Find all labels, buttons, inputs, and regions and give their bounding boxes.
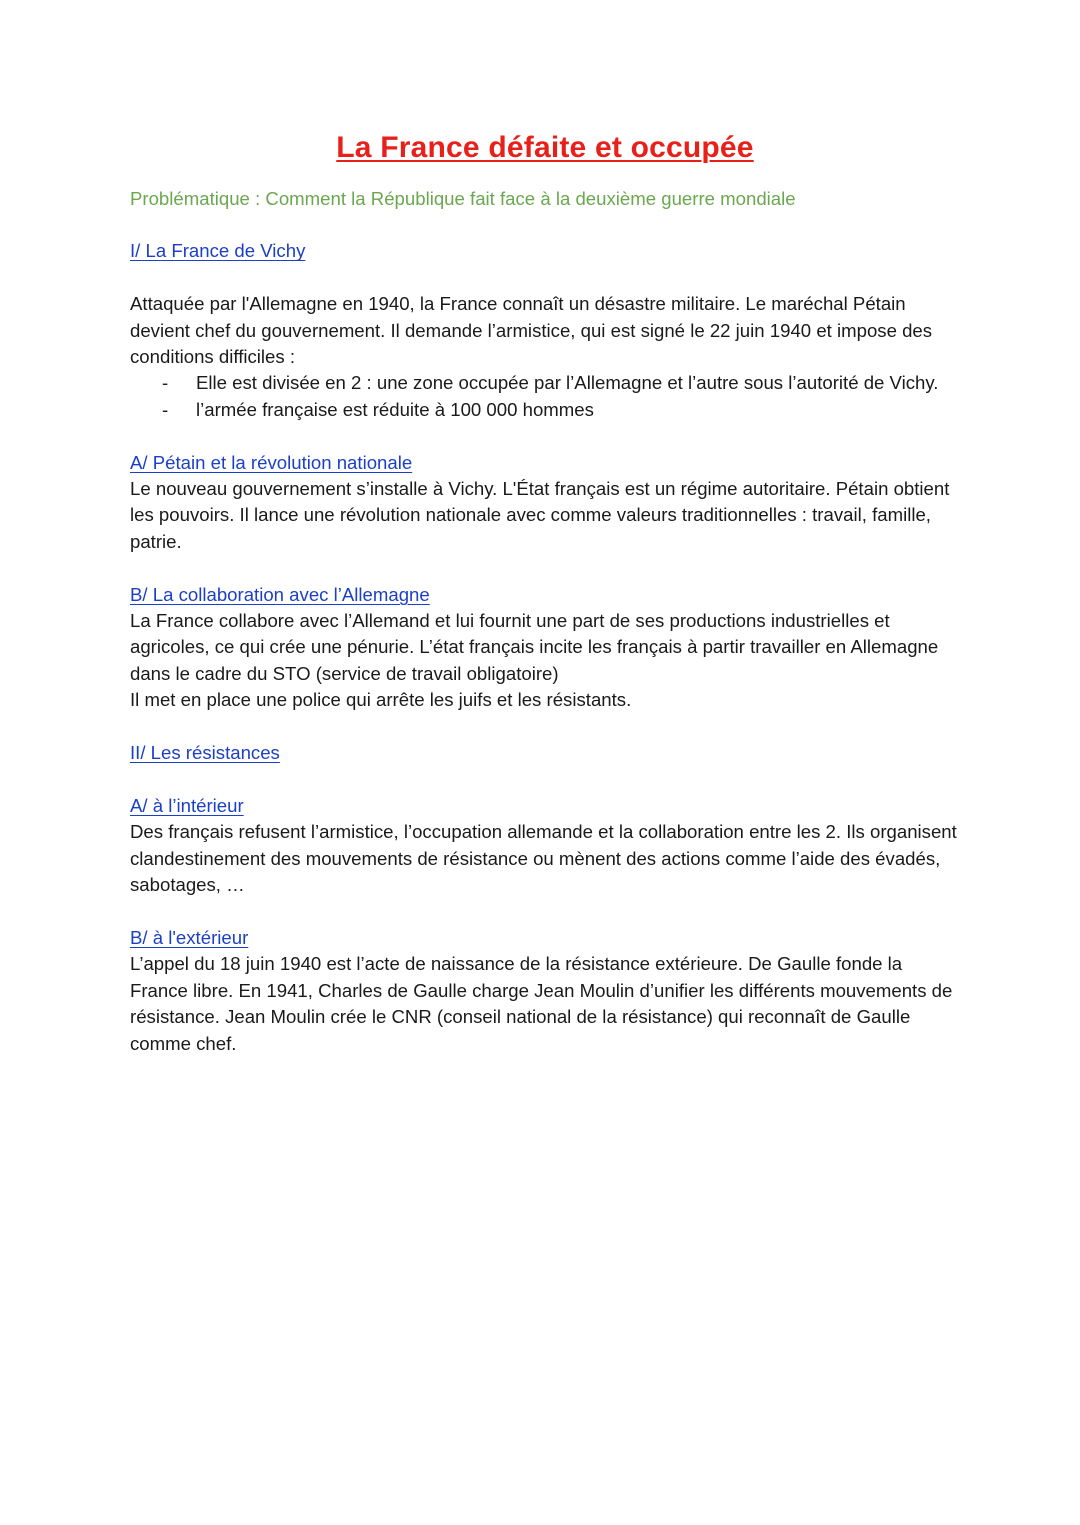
spacer [130, 714, 960, 740]
spacer [130, 555, 960, 581]
spacer [130, 898, 960, 924]
list-item [130, 397, 960, 423]
section-heading-resistances[interactable]: II/ Les résistances [130, 742, 280, 764]
subsection-interieur-text: Des français refusent l’armistice, l’occupation allemande et la collaboration entre les 2. Ils organisent clandestinement des mouvements de résistance ou mènent des actions comme l’aide des évadés, sabotages, … [130, 821, 957, 896]
list-item [130, 370, 960, 396]
subheading-interieur[interactable]: A/ à l’intérieur [130, 794, 244, 816]
problematique-text: Problématique : Comment la République fait face à la deuxième guerre mondiale [130, 188, 796, 209]
subheading-exterieur[interactable]: B/ à l'extérieur [130, 926, 249, 948]
spacer [130, 423, 960, 449]
document-page [130, 128, 960, 1057]
spacer [130, 265, 960, 291]
section-heading-vichy[interactable]: I/ La France de Vichy [130, 240, 306, 262]
subsection-collaboration-text: La France collabore avec l’Allemand et lui fournit une part de ses productions industrielles et agricoles, ce qui crée une pénurie. L’état français incite les français à partir travailler en Allemagne dans le cadre du STO (service de travail obligatoire) [130, 610, 939, 684]
subsection-exterieur-text: L’appel du 18 juin 1940 est l’acte de naissance de la résistance extérieure. De Gaulle fonde la France libre. En 1941, Charles de Gaulle charge Jean Moulin d’unifier les différents mouvements de résistance. Jean Moulin crée le CNR (conseil national de la résistance) qui reconnaît de Gaulle comme chef. [130, 953, 953, 1054]
list-item-text: Elle est divisée en 2 : une zone occupée par l’Allemagne et l’autre sous l’autorité de Vichy. [196, 372, 939, 394]
subsection-collaboration-text-2: Il met en place une police qui arrête les juifs et les résistants. [130, 689, 632, 711]
spacer [130, 766, 960, 792]
dash-bullet-icon: - [162, 398, 169, 420]
list-item-text: l’armée française est réduite à 100 000 hommes [196, 398, 594, 420]
dash-bullet-icon: - [162, 372, 169, 394]
section-vichy-intro: Attaquée par l'Allemagne en 1940, la France connaît un désastre militaire. Le maréchal Pétain devient chef du gouvernement. Il demande l’armistice, qui est signé le 22 juin 1940 et impose des conditions difficiles : [130, 293, 933, 368]
subheading-petain[interactable]: A/ Pétain et la révolution nationale [130, 451, 413, 473]
section-vichy [130, 238, 960, 740]
conditions-list [130, 370, 960, 423]
subsection-petain-text: Le nouveau gouvernement s’installe à Vichy. L'État français est un régime autoritaire. Pétain obtient les pouvoirs. Il lance une révolution nationale avec comme valeurs traditionnelles : travail, famille, patrie. [130, 478, 950, 552]
subheading-collaboration[interactable]: B/ La collaboration avec l’Allemagne [130, 583, 430, 605]
section-resistances [130, 740, 960, 1057]
page-title: La France défaite et occupée [336, 131, 754, 164]
